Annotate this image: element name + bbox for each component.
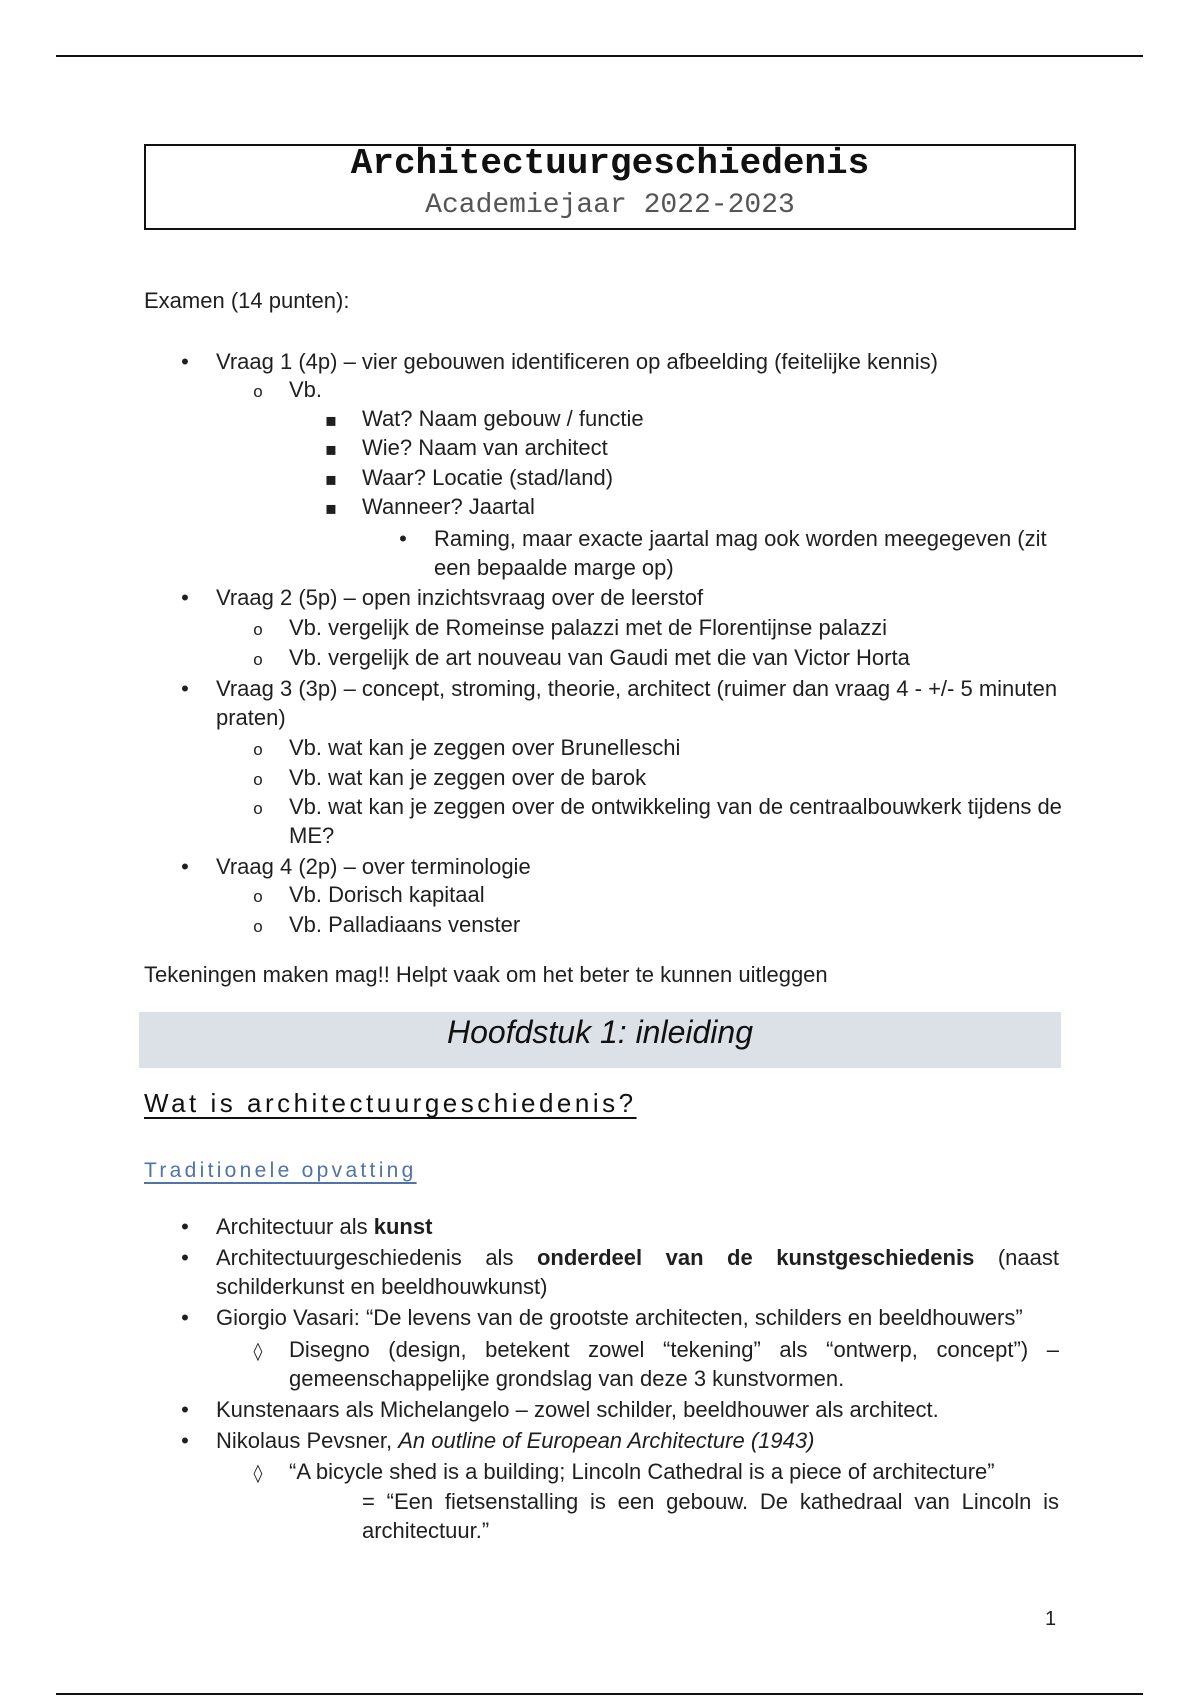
example-text: Vb. vergelijk de Romeinse palazzi met de Florentijnse palazzi xyxy=(289,615,887,640)
square-bullet-icon xyxy=(321,492,341,523)
note-text: Raming, maar exacte jaartal mag ook worden meegegeven (zit een bepaalde marge op) xyxy=(434,526,1047,580)
circle-bullet-icon xyxy=(248,880,268,913)
exam-question-1 xyxy=(216,347,1065,376)
square-bullet-icon xyxy=(321,433,341,464)
question-text: Vraag 2 (5p) – open inzichtsvraag over de leerstof xyxy=(216,585,704,610)
circle-bullet-icon xyxy=(248,792,268,825)
example-text: Vb. xyxy=(289,377,323,402)
bullet-icon xyxy=(175,583,195,612)
diamond-bullet-icon xyxy=(248,1457,268,1488)
list-item xyxy=(362,492,1065,521)
exam-question-4 xyxy=(216,852,1065,881)
square-bullet-icon xyxy=(321,404,341,435)
list-item xyxy=(216,1395,1065,1424)
quote-text: “A bicycle shed is a building; Lincoln Cathedral is a piece of architecture” xyxy=(289,1459,995,1484)
list-item xyxy=(362,433,1065,462)
list-item-text: Architectuur als xyxy=(216,1214,374,1239)
circle-bullet-icon xyxy=(248,613,268,646)
bullet-icon xyxy=(175,347,195,376)
section-title: Wat is architectuurgeschiedenis? xyxy=(144,1088,637,1118)
question-text: Vraag 1 (4p) – vier gebouwen identificeren op afbeelding (feitelijke kennis) xyxy=(216,349,938,374)
bullet-icon xyxy=(393,524,413,553)
sub-list-item xyxy=(289,1457,1065,1486)
emphasis-text: onderdeel van de kunstgeschiedenis xyxy=(536,1245,975,1270)
example-label xyxy=(289,375,1065,404)
bullet-icon xyxy=(175,1395,195,1424)
bullet-icon xyxy=(175,1212,195,1241)
translation: = “Een fietsenstalling is een gebouw. De kathedraal van Lincoln is architectuur.” xyxy=(362,1489,1059,1543)
example-item xyxy=(289,792,1065,850)
list-item-text: (naast schilderkunst en beeldhouwkunst) xyxy=(216,1245,1059,1299)
document-title: Architectuurgeschiedenis xyxy=(350,143,870,184)
list-item-text: Waar? Locatie (stad/land) xyxy=(362,465,614,490)
book-title: An outline of European Architecture (1943) xyxy=(398,1428,815,1453)
bullet-icon xyxy=(175,852,195,881)
exam-tip: Tekeningen maken mag!! Helpt vaak om het beter te kunnen uitleggen xyxy=(144,962,828,987)
list-item-text: Giorgio Vasari: “De levens van de grootste architecten, schilders en beeldhouwers” xyxy=(216,1305,1023,1330)
list-item xyxy=(216,1426,1065,1455)
example-item xyxy=(289,880,1065,909)
list-item xyxy=(216,1303,1065,1332)
list-item-text: Kunstenaars als Michelangelo – zowel schilder, beeldhouwer als architect. xyxy=(216,1397,939,1422)
exam-heading: Examen (14 punten): xyxy=(144,288,350,313)
example-text: Vb. vergelijk de art nouveau van Gaudi met die van Victor Horta xyxy=(289,645,910,670)
list-item-text: Wat? Naam gebouw / functie xyxy=(362,406,644,431)
example-item xyxy=(289,910,1065,939)
chapter-title: Hoofdstuk 1: inleiding xyxy=(447,1014,753,1050)
example-item xyxy=(289,613,1065,642)
subsection-title: Traditionele opvatting xyxy=(144,1159,417,1182)
exam-question-3 xyxy=(216,674,1065,732)
list-item-note xyxy=(434,524,1065,582)
emphasis-text: kunst xyxy=(373,1214,433,1239)
list-item-text: Wanneer? Jaartal xyxy=(362,494,535,519)
list-item xyxy=(216,1212,1065,1241)
chapter-heading-band xyxy=(139,1012,1061,1068)
example-item xyxy=(289,643,1065,672)
bullet-icon xyxy=(175,1426,195,1455)
list-item xyxy=(362,404,1065,433)
list-item xyxy=(216,1243,1059,1301)
bottom-rule xyxy=(56,1693,1143,1695)
exam-question-2 xyxy=(216,583,1065,612)
list-item-text: Disegno (design, betekent zowel “tekening” als “ontwerp, concept”) – gemeenschappelijke grondslag van deze 3 kunstvormen. xyxy=(289,1337,1059,1391)
circle-bullet-icon xyxy=(248,733,268,766)
example-text: Vb. wat kan je zeggen over de ontwikkeling van de centraalbouwkerk tijdens de ME? xyxy=(289,794,1062,848)
list-item-text: Nikolaus Pevsner, xyxy=(216,1428,399,1453)
bullet-icon xyxy=(175,1303,195,1332)
circle-bullet-icon xyxy=(248,643,268,676)
top-rule xyxy=(56,55,1143,57)
question-text: Vraag 4 (2p) – over terminologie xyxy=(216,854,531,879)
page-number: 1 xyxy=(1045,1608,1057,1630)
circle-bullet-icon xyxy=(248,910,268,943)
bullet-icon xyxy=(175,1243,195,1272)
example-item xyxy=(289,763,1065,792)
example-item xyxy=(289,733,1065,762)
example-text: Vb. Palladiaans venster xyxy=(289,912,521,937)
sub-list-item xyxy=(289,1335,1059,1393)
example-text: Vb. Dorisch kapitaal xyxy=(289,882,485,907)
list-item xyxy=(362,463,1065,492)
bullet-icon xyxy=(175,674,195,703)
example-text: Vb. wat kan je zeggen over de barok xyxy=(289,765,647,790)
diamond-bullet-icon xyxy=(248,1335,268,1366)
question-text: Vraag 3 (3p) – concept, stroming, theorie, architect (ruimer dan vraag 4 - +/- 5 minuten praten) xyxy=(216,676,1058,730)
list-item-text: Wie? Naam van architect xyxy=(362,435,608,460)
example-text: Vb. wat kan je zeggen over Brunelleschi xyxy=(289,735,681,760)
circle-bullet-icon xyxy=(248,375,268,408)
square-bullet-icon xyxy=(321,463,341,494)
title-box xyxy=(144,144,1076,230)
academic-year: Academiejaar 2022-2023 xyxy=(425,190,795,221)
list-item-text: Architectuurgeschiedenis als xyxy=(216,1245,537,1270)
